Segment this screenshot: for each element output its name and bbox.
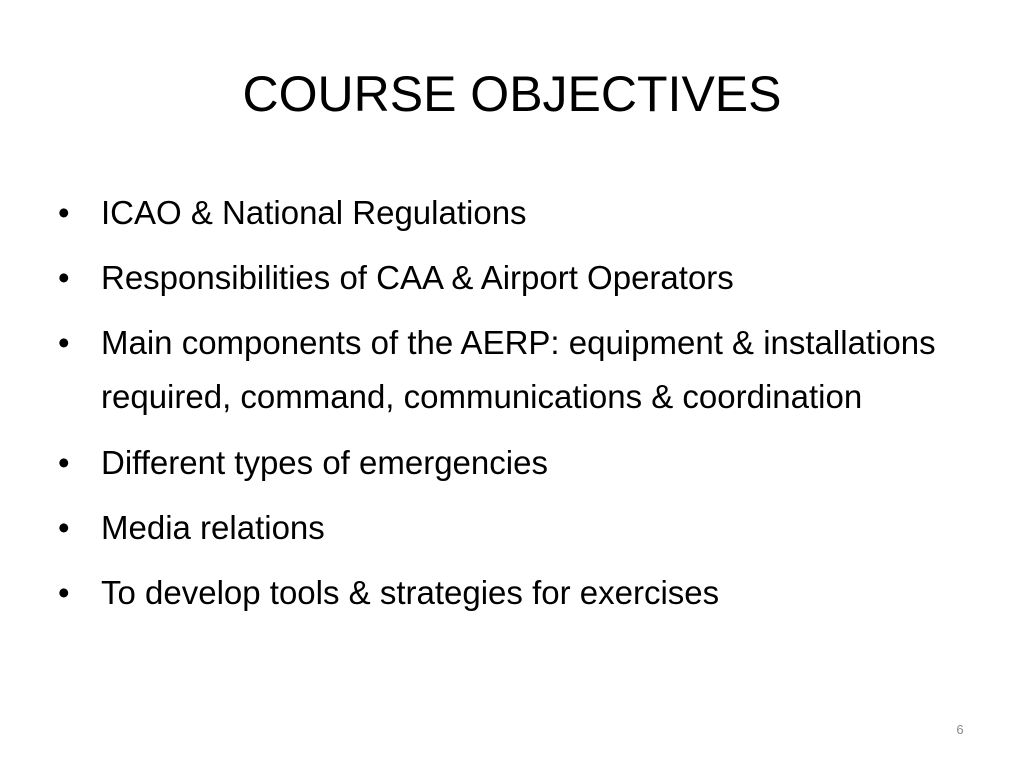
page-number: 6 [956, 722, 964, 737]
bullet-icon: • [58, 509, 70, 546]
bullet-icon: • [58, 194, 70, 231]
bullet-icon: • [58, 259, 70, 296]
bullet-text: Media relations [101, 509, 325, 546]
bullet-text: Main components of the AERP: equipment & installations required, command, communications & coordination [101, 324, 936, 415]
bullet-text: Responsibilities of CAA & Airport Operators [101, 259, 734, 296]
bullet-text: ICAO & National Regulations [101, 194, 527, 231]
objectives-list [58, 186, 958, 631]
list-item [58, 501, 958, 554]
bullet-text: Different types of emergencies [101, 444, 548, 481]
list-item [58, 186, 958, 239]
bullet-text: To develop tools & strategies for exercises [101, 574, 720, 611]
bullet-icon: • [58, 444, 70, 481]
bullet-icon: • [58, 574, 70, 611]
bullet-icon: • [58, 324, 70, 361]
list-item [58, 566, 958, 619]
list-item [58, 316, 958, 424]
list-item [58, 251, 958, 304]
list-item [58, 436, 958, 489]
slide-title: COURSE OBJECTIVES [242, 66, 782, 122]
